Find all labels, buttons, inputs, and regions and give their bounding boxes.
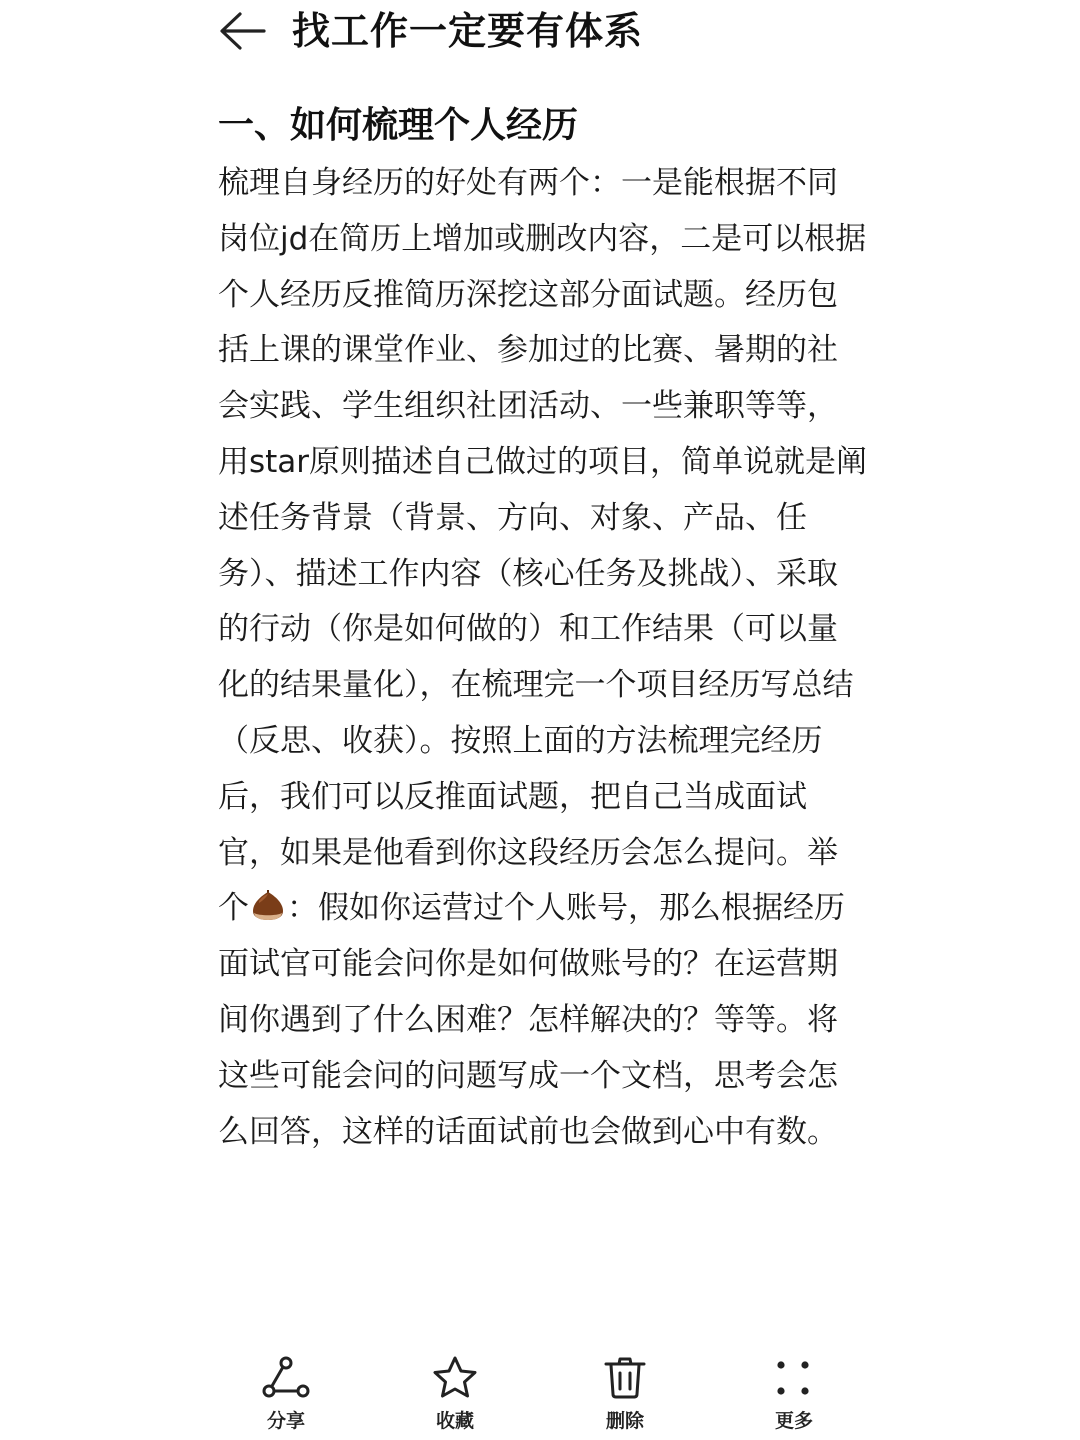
star-icon	[429, 1352, 481, 1404]
favorite-label: 收藏	[435, 1410, 474, 1432]
share-label: 分享	[266, 1410, 305, 1432]
page-title: 找工作一定要有体系	[292, 9, 644, 53]
trash-icon	[599, 1352, 651, 1404]
delete-label: 删除	[605, 1410, 644, 1432]
article-content	[218, 98, 868, 1160]
more-dots-icon	[768, 1352, 820, 1404]
paragraph-text-part1: 梳理自身经历的好处有两个：一是能根据不同岗位jd在简历上增加或删改内容，二是可以根据个人经历反推简历深挖这部分面试题。经历包括上课的课堂作业、参加过的比赛、暑期的社会实践、学生组织社团活动、一些兼职等等，用star原则描述自己做过的项目，简单说就是阐述任务背景（背景、方向、对象、产品、任务）、描述工作内容（核心任务及挑战）、采取的行动（你是如何做的）和工作结果（可以量化的结果量化），在梳理完一个项目经历写总结（反思、收获）。按照上面的方法梳理完经历后，我们可以反推面试题，把自己当成面试官，如果是他看到你这段经历会怎么提问。举个	[218, 165, 868, 927]
arrow-left-icon	[218, 11, 266, 51]
back-button[interactable]	[216, 8, 268, 54]
share-icon	[260, 1352, 312, 1404]
paragraph-text-part2: ：假如你运营过个人账号，那么根据经历面试官可能会问你是如何做账号的？在运营期间你遇到了什么困难？怎样解决的？等等。将这些可能会问的问题写成一个文档，思考会怎么回答，这样的话面试前也会做到心中有数。	[218, 890, 845, 1150]
more-button[interactable]	[739, 1352, 849, 1440]
favorite-button[interactable]	[400, 1352, 510, 1440]
header-bar	[0, 0, 1080, 70]
section-heading: 一、如何梳理个人经历	[218, 105, 579, 146]
share-button[interactable]	[231, 1352, 341, 1440]
article-paragraph	[218, 156, 868, 1160]
bottom-toolbar	[0, 1352, 1080, 1440]
more-label: 更多	[774, 1410, 813, 1432]
chestnut-icon	[250, 890, 286, 922]
delete-button[interactable]	[570, 1352, 680, 1440]
